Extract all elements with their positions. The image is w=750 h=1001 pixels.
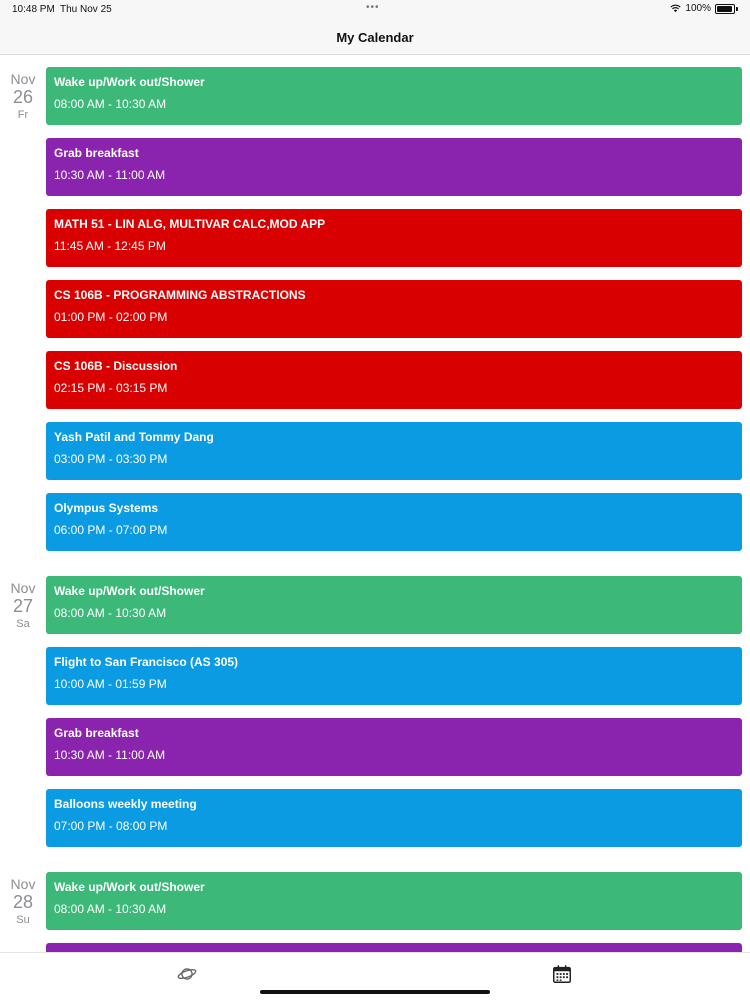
event-title: Yash Patil and Tommy Dang bbox=[54, 430, 214, 444]
event-title: Grab breakfast bbox=[54, 726, 139, 740]
event-title: CS 106B - PROGRAMMING ABSTRACTIONS bbox=[54, 288, 306, 302]
date-label bbox=[0, 71, 46, 122]
date-month: Nov bbox=[10, 71, 36, 87]
date-day: 28 bbox=[12, 892, 34, 912]
event-time: 01:00 PM - 02:00 PM bbox=[54, 310, 168, 324]
date-weekday: Fr bbox=[17, 109, 29, 121]
event-list bbox=[46, 564, 750, 847]
date-month: Nov bbox=[10, 580, 36, 596]
event-time: 02:15 PM - 03:15 PM bbox=[54, 381, 168, 395]
event-card[interactable] bbox=[46, 789, 742, 847]
event-card[interactable] bbox=[46, 576, 742, 634]
multitasking-dots-icon[interactable]: ••• bbox=[366, 2, 380, 13]
event-card[interactable] bbox=[46, 718, 742, 776]
calendar-icon[interactable] bbox=[551, 963, 573, 985]
event-title: Flight to San Francisco (AS 305) bbox=[54, 655, 239, 669]
status-time: 10:48 PM bbox=[12, 4, 55, 15]
event-time: 11:45 AM - 12:45 PM bbox=[54, 239, 166, 253]
date-weekday: Sa bbox=[16, 618, 30, 630]
battery-cap bbox=[736, 7, 738, 11]
battery-icon bbox=[715, 4, 735, 14]
date-month: Nov bbox=[10, 876, 36, 892]
event-title: Wake up/Work out/Shower bbox=[54, 75, 205, 89]
status-indicators bbox=[670, 3, 738, 14]
date-label bbox=[0, 580, 46, 631]
wifi-icon bbox=[670, 4, 681, 13]
event-time: 10:30 AM - 11:00 AM bbox=[54, 748, 166, 762]
event-title: Balloons weekly meeting bbox=[54, 797, 197, 811]
agenda-list[interactable] bbox=[0, 55, 750, 952]
status-bar bbox=[0, 0, 750, 20]
event-card[interactable] bbox=[46, 209, 742, 267]
event-card[interactable] bbox=[46, 280, 742, 338]
event-time: 08:00 AM - 10:30 AM bbox=[54, 606, 167, 620]
event-time: 08:00 AM - 10:30 AM bbox=[54, 902, 167, 916]
event-card[interactable] bbox=[46, 493, 742, 551]
battery-percent: 100% bbox=[685, 3, 711, 14]
event-time: 07:00 PM - 08:00 PM bbox=[54, 819, 168, 833]
event-time: 08:00 AM - 10:30 AM bbox=[54, 97, 167, 111]
event-card[interactable] bbox=[46, 872, 742, 930]
event-card[interactable] bbox=[46, 422, 742, 480]
event-card[interactable] bbox=[46, 647, 742, 705]
event-time: 10:30 AM - 11:00 AM bbox=[54, 168, 166, 182]
event-title: Olympus Systems bbox=[54, 501, 159, 515]
status-date: Thu Nov 25 bbox=[60, 4, 112, 15]
date-label bbox=[0, 876, 46, 927]
page-title: My Calendar bbox=[336, 29, 414, 45]
date-day: 26 bbox=[12, 87, 34, 107]
event-title: MATH 51 - LIN ALG, MULTIVAR CALC,MOD APP bbox=[54, 217, 326, 231]
event-title: Wake up/Work out/Shower bbox=[54, 880, 205, 894]
event-card[interactable] bbox=[46, 351, 742, 409]
navigation-bar bbox=[0, 20, 750, 55]
event-card[interactable] bbox=[46, 138, 742, 196]
event-title: CS 106B - Discussion bbox=[54, 359, 178, 373]
event-title: Grab breakfast bbox=[54, 146, 139, 160]
planet-icon[interactable] bbox=[176, 963, 198, 985]
date-day: 27 bbox=[12, 596, 34, 616]
event-time: 03:00 PM - 03:30 PM bbox=[54, 452, 168, 466]
event-time: 06:00 PM - 07:00 PM bbox=[54, 523, 168, 537]
event-time: 10:00 AM - 01:59 PM bbox=[54, 677, 167, 691]
day-section bbox=[0, 564, 750, 847]
day-section bbox=[0, 55, 750, 551]
date-weekday: Su bbox=[16, 914, 30, 926]
event-list bbox=[46, 55, 750, 551]
event-card[interactable] bbox=[46, 67, 742, 125]
home-indicator[interactable] bbox=[260, 990, 490, 994]
event-title: Wake up/Work out/Shower bbox=[54, 584, 205, 598]
